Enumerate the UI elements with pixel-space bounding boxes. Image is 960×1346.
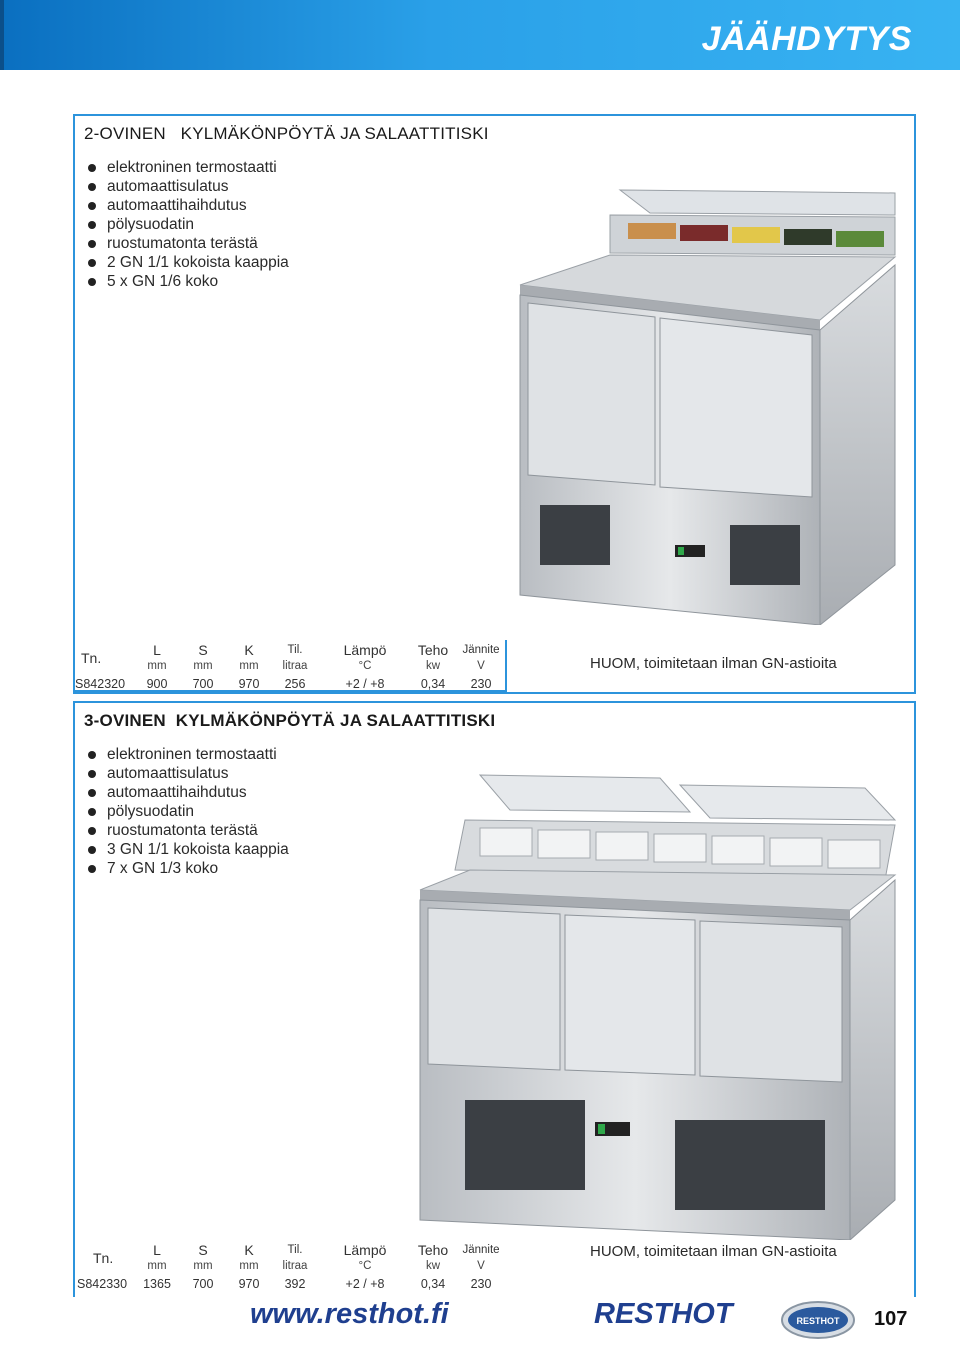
feature-item: 2 GN 1/1 kokoista kaappia	[87, 253, 289, 272]
bullet-icon	[88, 751, 96, 759]
feature-item: automaattihaihdutus	[87, 783, 289, 802]
spec-value: 230	[470, 1277, 492, 1291]
bullet-icon	[88, 259, 96, 267]
spec-unit: °C	[358, 660, 372, 672]
bullet-icon	[88, 202, 96, 210]
bullet-icon	[88, 240, 96, 248]
spec-header-tn: Tn.	[81, 650, 102, 666]
spec-header-jannite: Jännite	[462, 644, 500, 656]
spec-header-lampo: Lämpö	[343, 642, 387, 658]
spec-unit: litraa	[282, 1260, 308, 1272]
spec-unit: mm	[239, 1260, 259, 1272]
spec-header-s: S	[198, 1242, 208, 1258]
spec-unit: V	[477, 660, 485, 672]
spec-header-l: L	[153, 642, 161, 658]
spec-header-tn: Tn.	[93, 1250, 114, 1266]
header-left-strip	[0, 0, 4, 70]
product-title: 2-OVINEN KYLMÄKÖNPÖYTÄ JA SALAATTITISKI	[84, 124, 489, 143]
bullet-icon	[88, 221, 96, 229]
spec-header-jannite: Jännite	[462, 1244, 500, 1256]
spec-value: 900	[146, 677, 168, 691]
spec-unit: mm	[147, 660, 167, 672]
product-title: 3-OVINEN KYLMÄKÖNPÖYTÄ JA SALAATTITISKI	[84, 711, 496, 730]
spec-value: +2 / +8	[345, 1277, 385, 1291]
spec-unit: litraa	[282, 660, 308, 672]
spec-header-teho: Teho	[417, 642, 449, 658]
feature-item: pölysuodatin	[87, 215, 289, 234]
spec-value: 392	[284, 1277, 306, 1291]
feature-item: ruostumatonta terästä	[87, 234, 289, 253]
feature-item: elektroninen termostaatti	[87, 745, 289, 764]
feature-list	[87, 158, 289, 291]
bullet-icon	[88, 789, 96, 797]
delivery-note: HUOM, toimitetaan ilman GN-astioita	[590, 655, 837, 672]
spec-value: 700	[192, 677, 214, 691]
spec-unit: mm	[147, 1260, 167, 1272]
resthot-logo	[780, 1300, 856, 1340]
spec-header-k: K	[244, 642, 254, 658]
spec-unit: mm	[239, 660, 259, 672]
spec-value: 1365	[143, 1277, 171, 1291]
spec-unit: kw	[425, 660, 441, 672]
feature-item: 7 x GN 1/3 koko	[87, 859, 289, 878]
bullet-icon	[88, 183, 96, 191]
spec-value: +2 / +8	[345, 677, 385, 691]
brand-name: RESTHOT	[594, 1298, 733, 1330]
spec-header-lampo: Lämpö	[343, 1242, 387, 1258]
bullet-icon	[88, 808, 96, 816]
header-band	[0, 0, 960, 70]
spec-header-til: Til.	[287, 644, 303, 656]
spec-header-l: L	[153, 1242, 161, 1258]
product-image-2-door-counter	[500, 185, 900, 625]
feature-item: automaattihaihdutus	[87, 196, 289, 215]
spec-unit: V	[477, 1260, 485, 1272]
feature-item: automaattisulatus	[87, 177, 289, 196]
logo-lettering: RESTHOT	[796, 1316, 840, 1326]
spec-header-k: K	[244, 1242, 254, 1258]
spec-value: 0,34	[420, 677, 446, 691]
bullet-icon	[88, 827, 96, 835]
spec-value: 700	[192, 1277, 214, 1291]
spec-unit: °C	[358, 1260, 372, 1272]
spec-unit: kw	[425, 1260, 441, 1272]
spec-value: 970	[238, 1277, 260, 1291]
feature-list	[87, 745, 289, 878]
feature-item: ruostumatonta terästä	[87, 821, 289, 840]
feature-item: automaattisulatus	[87, 764, 289, 783]
spec-header-til: Til.	[287, 1244, 303, 1256]
spec-table	[73, 640, 507, 692]
bullet-icon	[88, 278, 96, 286]
page-number: 107	[874, 1308, 908, 1330]
bullet-icon	[88, 770, 96, 778]
website-link[interactable]: www.resthot.fi	[250, 1298, 449, 1330]
spec-model: S842320	[75, 677, 126, 691]
delivery-note: HUOM, toimitetaan ilman GN-astioita	[590, 1243, 837, 1260]
feature-item: 3 GN 1/1 kokoista kaappia	[87, 840, 289, 859]
spec-header-s: S	[198, 642, 208, 658]
spec-model: S842330	[77, 1277, 128, 1291]
spec-unit: mm	[193, 660, 213, 672]
spec-table	[73, 1240, 505, 1296]
bullet-icon	[88, 164, 96, 172]
feature-item: elektroninen termostaatti	[87, 158, 289, 177]
feature-item: 5 x GN 1/6 koko	[87, 272, 289, 291]
section-title: JÄÄHDYTYS	[701, 20, 912, 58]
feature-item: pölysuodatin	[87, 802, 289, 821]
spec-value: 0,34	[420, 1277, 446, 1291]
bullet-icon	[88, 865, 96, 873]
spec-value: 230	[470, 677, 492, 691]
bullet-icon	[88, 846, 96, 854]
spec-unit: mm	[193, 1260, 213, 1272]
spec-value: 970	[238, 677, 260, 691]
spec-value: 256	[284, 677, 306, 691]
spec-header-teho: Teho	[417, 1242, 449, 1258]
product-image-3-door-counter	[410, 770, 900, 1240]
